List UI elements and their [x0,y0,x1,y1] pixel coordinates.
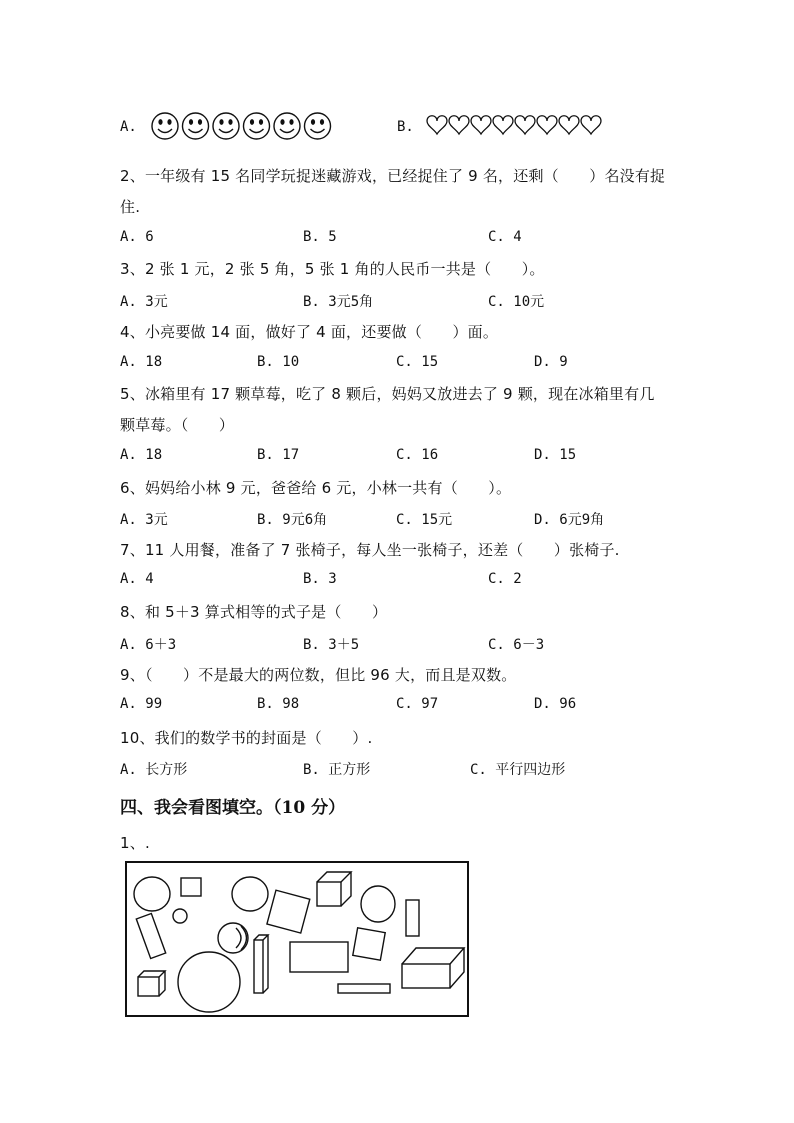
q2-option-a[interactable]: A. 6 [120,229,154,245]
question-3-text: 3、2 张 1 元，2 张 5 角，5 张 1 角的人民币一共是（ ）。 [120,260,545,278]
circle-shape [134,877,170,911]
question-8-text: 8、和 5＋3 算式相等的式子是（ ） [120,603,388,621]
q6-option-c[interactable]: C. 15元 [396,512,453,528]
q10-option-b[interactable]: B. 正方形 [303,762,371,778]
heart-icon [537,116,557,134]
q2-option-c[interactable]: C. 4 [488,229,522,245]
heart-icon [493,116,513,134]
heart-icon [559,116,579,134]
smiley-row [150,110,335,142]
tall-prism-shape [254,935,268,993]
question-2-text-cont: 住. [120,198,141,216]
smiley-icon [152,113,178,139]
q7-option-a[interactable]: A. 4 [120,571,154,587]
heart-icon [449,116,469,134]
heart-icon [515,116,535,134]
q8-option-a[interactable]: A. 6＋3 [120,637,177,653]
q7-option-c[interactable]: C. 2 [488,571,522,587]
smiley-icon [213,113,239,139]
question-5-text-cont: 颗草莓。（ ） [120,416,235,434]
box-shape [402,948,464,988]
question-7-text: 7、11 人用餐，准备了 7 张椅子，每人坐一张椅子，还差（ ）张椅子. [120,541,620,559]
rectangle-shape [290,942,348,972]
q5-option-c[interactable]: C. 16 [396,447,439,463]
section-4-title: 四、我会看图填空。（10 分） [120,798,346,818]
smiley-icon [183,113,209,139]
circle-shape [173,909,187,923]
heart-icon [471,116,491,134]
heart-row [426,112,608,138]
question-6-text: 6、妈妈给小林 9 元，爸爸给 6 元，小林一共有（ ）。 [120,479,512,497]
shapes-figure [124,860,472,1020]
q6-option-a[interactable]: A. 3元 [120,512,168,528]
q7-option-b[interactable]: B. 3 [303,571,337,587]
flat-bar-shape [338,984,390,993]
tilted-square-shape [353,928,385,960]
q3-option-a[interactable]: A. 3元 [120,294,168,310]
cube-shape [317,872,351,906]
q4-option-c[interactable]: C. 15 [396,354,439,370]
q9-option-a[interactable]: A. 99 [120,696,163,712]
q6-option-b[interactable]: B. 9元6角 [257,512,328,528]
q9-option-d[interactable]: D. 96 [534,696,577,712]
circle-shape [232,877,268,911]
sphere-shape [218,923,248,953]
q5-option-a[interactable]: A. 18 [120,447,163,463]
q9-option-c[interactable]: C. 97 [396,696,439,712]
heart-icon [427,116,447,134]
q9-option-b[interactable]: B. 98 [257,696,300,712]
q1-option-a-label: A. [120,119,137,135]
section-4-item-1: 1、. [120,834,150,852]
cube-shape [138,971,165,996]
q10-option-c[interactable]: C. 平行四边形 [470,762,566,778]
q10-option-a[interactable]: A. 长方形 [120,762,188,778]
circle-shape [178,952,240,1012]
heart-icon [581,116,601,134]
q3-option-b[interactable]: B. 3元5角 [303,294,374,310]
q8-option-b[interactable]: B. 3＋5 [303,637,360,653]
question-4-text: 4、小亮要做 14 面，做好了 4 面，还要做（ ）面。 [120,323,499,341]
q2-option-b[interactable]: B. 5 [303,229,337,245]
smiley-icon [274,113,300,139]
smiley-icon [305,113,331,139]
rectangle-shape [406,900,419,936]
q5-option-d[interactable]: D. 15 [534,447,577,463]
question-2-text: 2、一年级有 15 名同学玩捉迷藏游戏，已经捉住了 9 名，还剩（ ）名没有捉 [120,167,666,185]
q6-option-d[interactable]: D. 6元9角 [534,512,605,528]
square-shape [181,878,201,896]
question-5-text: 5、冰箱里有 17 颗草莓，吃了 8 颗后，妈妈又放进去了 9 颗，现在冰箱里有几 [120,385,655,403]
circle-shape [361,886,395,922]
q1-option-b-label: B. [397,119,414,135]
figure-border [126,862,468,1016]
q8-option-c[interactable]: C. 6－3 [488,637,545,653]
q4-option-a[interactable]: A. 18 [120,354,163,370]
q3-option-c[interactable]: C. 10元 [488,294,545,310]
q5-option-b[interactable]: B. 17 [257,447,300,463]
smiley-icon [244,113,270,139]
question-10-text: 10、我们的数学书的封面是（ ）. [120,729,373,747]
q4-option-d[interactable]: D. 9 [534,354,568,370]
tilted-rectangle-shape [136,914,165,959]
q4-option-b[interactable]: B. 10 [257,354,300,370]
tilted-square-shape [267,890,310,933]
question-9-text: 9、（ ）不是最大的两位数，但比 96 大，而且是双数。 [120,666,517,684]
